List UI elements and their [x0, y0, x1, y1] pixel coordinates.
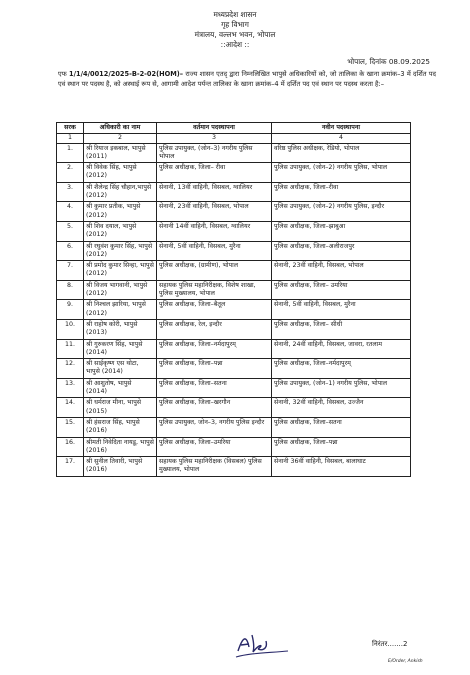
- current-posting: पुलिस अधीक्षक, रेल, इन्दौर: [157, 319, 272, 339]
- officer-name: श्री निश्चल झारिया, भापुसे (2012): [84, 300, 157, 320]
- order-paragraph: [58, 70, 436, 89]
- row-serial: 13.: [57, 378, 84, 398]
- table-row: [57, 241, 411, 261]
- officer-name: श्री प्रमोद कुमार सिन्हा, भापुसे (2012): [84, 261, 157, 281]
- posting-table: [56, 122, 411, 477]
- table-row: [57, 359, 411, 379]
- current-posting: पुलिस अधीक्षक, जिला–सतना: [157, 378, 272, 398]
- col-header-current: वर्तमान पदस्थापना: [157, 123, 272, 134]
- table-row: [57, 163, 411, 183]
- table-row: [57, 221, 411, 241]
- row-serial: 6.: [57, 241, 84, 261]
- officer-name: श्री शैलेन्द्र सिंह चौहान,भापुसे (2012): [84, 182, 157, 202]
- table-row: [57, 437, 411, 457]
- officer-name: श्री रघुवंश कुमार सिंह, भापुसे (2012): [84, 241, 157, 261]
- table-row: [57, 339, 411, 359]
- current-posting: पुलिस उपायुक्त, (जोन–3) नगरीय पुलिस भोपाल: [157, 143, 272, 163]
- new-posting: पुलिस उपायुक्त, (जोन–2) नगरीय पुलिस, इन्दौर: [272, 202, 411, 222]
- officer-name: श्री शिव दयाल, भापुसे (2012): [84, 221, 157, 241]
- new-posting: पुलिस अधीक्षक, जिला– उमरिया: [272, 280, 411, 300]
- table-row: [57, 398, 411, 418]
- order-number: 1/1/4/0012/2025-B-2-02(HOM)–: [69, 70, 184, 78]
- table-row: [57, 417, 411, 437]
- table-row: [57, 319, 411, 339]
- row-serial: 4.: [57, 202, 84, 222]
- officer-name: श्री सुनील तिवारी, भापुसे (2016): [84, 457, 157, 477]
- table-row: [57, 457, 411, 477]
- current-posting: सहायक पुलिस महानिरीक्षक (विसबल) पुलिस मुख्यालय, भोपाल: [157, 457, 272, 477]
- officer-name: श्री रियाज इकबाल, भापुसे (2011): [84, 143, 157, 163]
- current-posting: सेनानी, 5वीं वाहिनी, विसबल, मुरैना: [157, 241, 272, 261]
- officer-name: श्री हंसराज सिंह, भापुसे (2016): [84, 417, 157, 437]
- new-posting: सेनानी, 32वीं वाहिनी, विसबल, उज्जैन: [272, 398, 411, 418]
- officer-name: श्री विवेक सिंह, भापुसे (2012): [84, 163, 157, 183]
- new-posting: सेनानी, 5वीं वाहिनी, विसबल, मुरैना: [272, 300, 411, 320]
- row-serial: 11.: [57, 339, 84, 359]
- col-number: 1: [57, 134, 84, 143]
- officer-name: श्री राहोष कोरी, भापुसे (2013): [84, 319, 157, 339]
- row-serial: 12.: [57, 359, 84, 379]
- col-number: 2: [84, 134, 157, 143]
- current-posting: पुलिस अधीक्षक, जिला–खरगौन: [157, 398, 272, 418]
- new-posting: पुलिस अधीक्षक, जिला–सतना: [272, 417, 411, 437]
- new-posting: सेनानी, 23वीं वाहिनी, विसबल, भोपाल: [272, 261, 411, 281]
- officer-name: श्री कुमार प्रतीक, भापुसे (2012): [84, 202, 157, 222]
- header-order-title: ::आदेश ::: [220, 40, 250, 49]
- table-header-row: [57, 123, 411, 134]
- row-serial: 5.: [57, 221, 84, 241]
- new-posting: पुलिस अधीक्षक, जिला–पन्ना: [272, 437, 411, 457]
- new-posting: पुलिस अधीक्षक, जिला–नर्मदापुरम्: [272, 359, 411, 379]
- table-row: [57, 280, 411, 300]
- officer-name: श्री गुरुकरण सिंह, भापुसे (2014): [84, 339, 157, 359]
- col-header-name: अधिकारी का नाम: [84, 123, 157, 134]
- header-department: गृह विभाग: [221, 20, 249, 29]
- current-posting: सहायक पुलिस महानिरीक्षक, विशेष शाखा, पुलिस मुख्यालय, भोपाल: [157, 280, 272, 300]
- new-posting: पुलिस उपायुक्त, (जोन–1) नगरीय पुलिस, भोपाल: [272, 378, 411, 398]
- new-posting: वरिष्ठ पुलिस अधीक्षक, रेडियो, भोपाल: [272, 143, 411, 163]
- new-posting: सेनानी, 24वीं वाहिनी, विसबल, जावरा, रतलाम: [272, 339, 411, 359]
- row-serial: 17.: [57, 457, 84, 477]
- table-row: [57, 378, 411, 398]
- signature: [232, 627, 292, 661]
- officer-name: श्री धर्मराज मीना, भापुसे (2015): [84, 398, 157, 418]
- continued-marker: निरंतर.......2: [372, 640, 408, 648]
- table-row: [57, 261, 411, 281]
- header-govt: मध्यप्रदेश शासन: [213, 10, 257, 19]
- current-posting: सेनानी 14वीं वाहिनी, विसबल, ग्वालियर: [157, 221, 272, 241]
- current-posting: पुलिस अधीक्षक, जिला–नर्मदापुरम्: [157, 339, 272, 359]
- row-serial: 3.: [57, 182, 84, 202]
- eorder-note: E/Order, Ankish: [388, 659, 423, 664]
- row-serial: 14.: [57, 398, 84, 418]
- new-posting: सेनानी 36वीं वाहिनी, विसबल, बालाघाट: [272, 457, 411, 477]
- new-posting: पुलिस उपायुक्त, (जोन–2) नगरीय पुलिस, भोपाल: [272, 163, 411, 183]
- new-posting: पुलिस अधीक्षक, जिला–रीवा: [272, 182, 411, 202]
- row-serial: 1.: [57, 143, 84, 163]
- current-posting: सेनानी, 13वीं वाहिनी, विसबल, ग्वालियर: [157, 182, 272, 202]
- current-posting: पुलिस अधीक्षक, जिला–उमरिया: [157, 437, 272, 457]
- new-posting: पुलिस अधीक्षक, जिला–अलीराजपुर: [272, 241, 411, 261]
- current-posting: पुलिस उपायुक्त, जोन–3, नगरीय पुलिस इन्दौर: [157, 417, 272, 437]
- row-serial: 8.: [57, 280, 84, 300]
- row-serial: 10.: [57, 319, 84, 339]
- header-address: मंत्रालय, वल्लभ भवन, भोपाल: [194, 30, 276, 39]
- current-posting: पुलिस अधीक्षक, जिला– रीवा: [157, 163, 272, 183]
- table-row: [57, 143, 411, 163]
- row-serial: 16.: [57, 437, 84, 457]
- officer-name: श्री आशुतोष, भापुसे (2014): [84, 378, 157, 398]
- row-serial: 2.: [57, 163, 84, 183]
- row-serial: 9.: [57, 300, 84, 320]
- current-posting: पुलिस अधीक्षक, (ग्रामीण), भोपाल: [157, 261, 272, 281]
- officer-name: श्री विजय भागवानी, भापुसे (2012): [84, 280, 157, 300]
- officer-name: श्रीमती निवेदिता नायडू, भापुसे (2016): [84, 437, 157, 457]
- col-number: 4: [272, 134, 411, 143]
- order-text: राज्य शासन एतद् द्वारा निम्नलिखित भापुसे अधिकारियों को, जो तालिका के खाना क्रमांक–3 में दर्शित पद एवं स्थान पर पदस्थ है, को अस्थाई रूप से, आगामी आदेश पर्यन्त तालिका के खाना क्रमांक–4 में दर्शित पद एवं स्थान पर पदस्थ करता है:–: [58, 70, 436, 88]
- current-posting: सेनानी, 23वीं वाहिनी, विसबल, भोपाल: [157, 202, 272, 222]
- new-posting: पुलिस अधीक्षक, जिला–झाबुआ: [272, 221, 411, 241]
- order-date: भोपाल, दिनांक 08.09.2025: [347, 57, 430, 66]
- table-row: [57, 300, 411, 320]
- officer-name: श्री साईकृष्ण एस थोटा, भापुसे (2014): [84, 359, 157, 379]
- new-posting: पुलिस अधीक्षक, जिला– सीधी: [272, 319, 411, 339]
- para-prefix: एफ: [58, 70, 67, 78]
- row-serial: 15.: [57, 417, 84, 437]
- col-number: 3: [157, 134, 272, 143]
- table-body: [57, 143, 411, 476]
- row-serial: 7.: [57, 261, 84, 281]
- table-column-number-row: [57, 134, 411, 143]
- current-posting: पुलिस अधीक्षक, जिला–बैतूल: [157, 300, 272, 320]
- col-header-new: नवीन पदस्थापना: [272, 123, 411, 134]
- table-row: [57, 182, 411, 202]
- col-header-sn: सरक: [57, 123, 84, 134]
- table-row: [57, 202, 411, 222]
- current-posting: पुलिस अधीक्षक, जिला–पन्ना: [157, 359, 272, 379]
